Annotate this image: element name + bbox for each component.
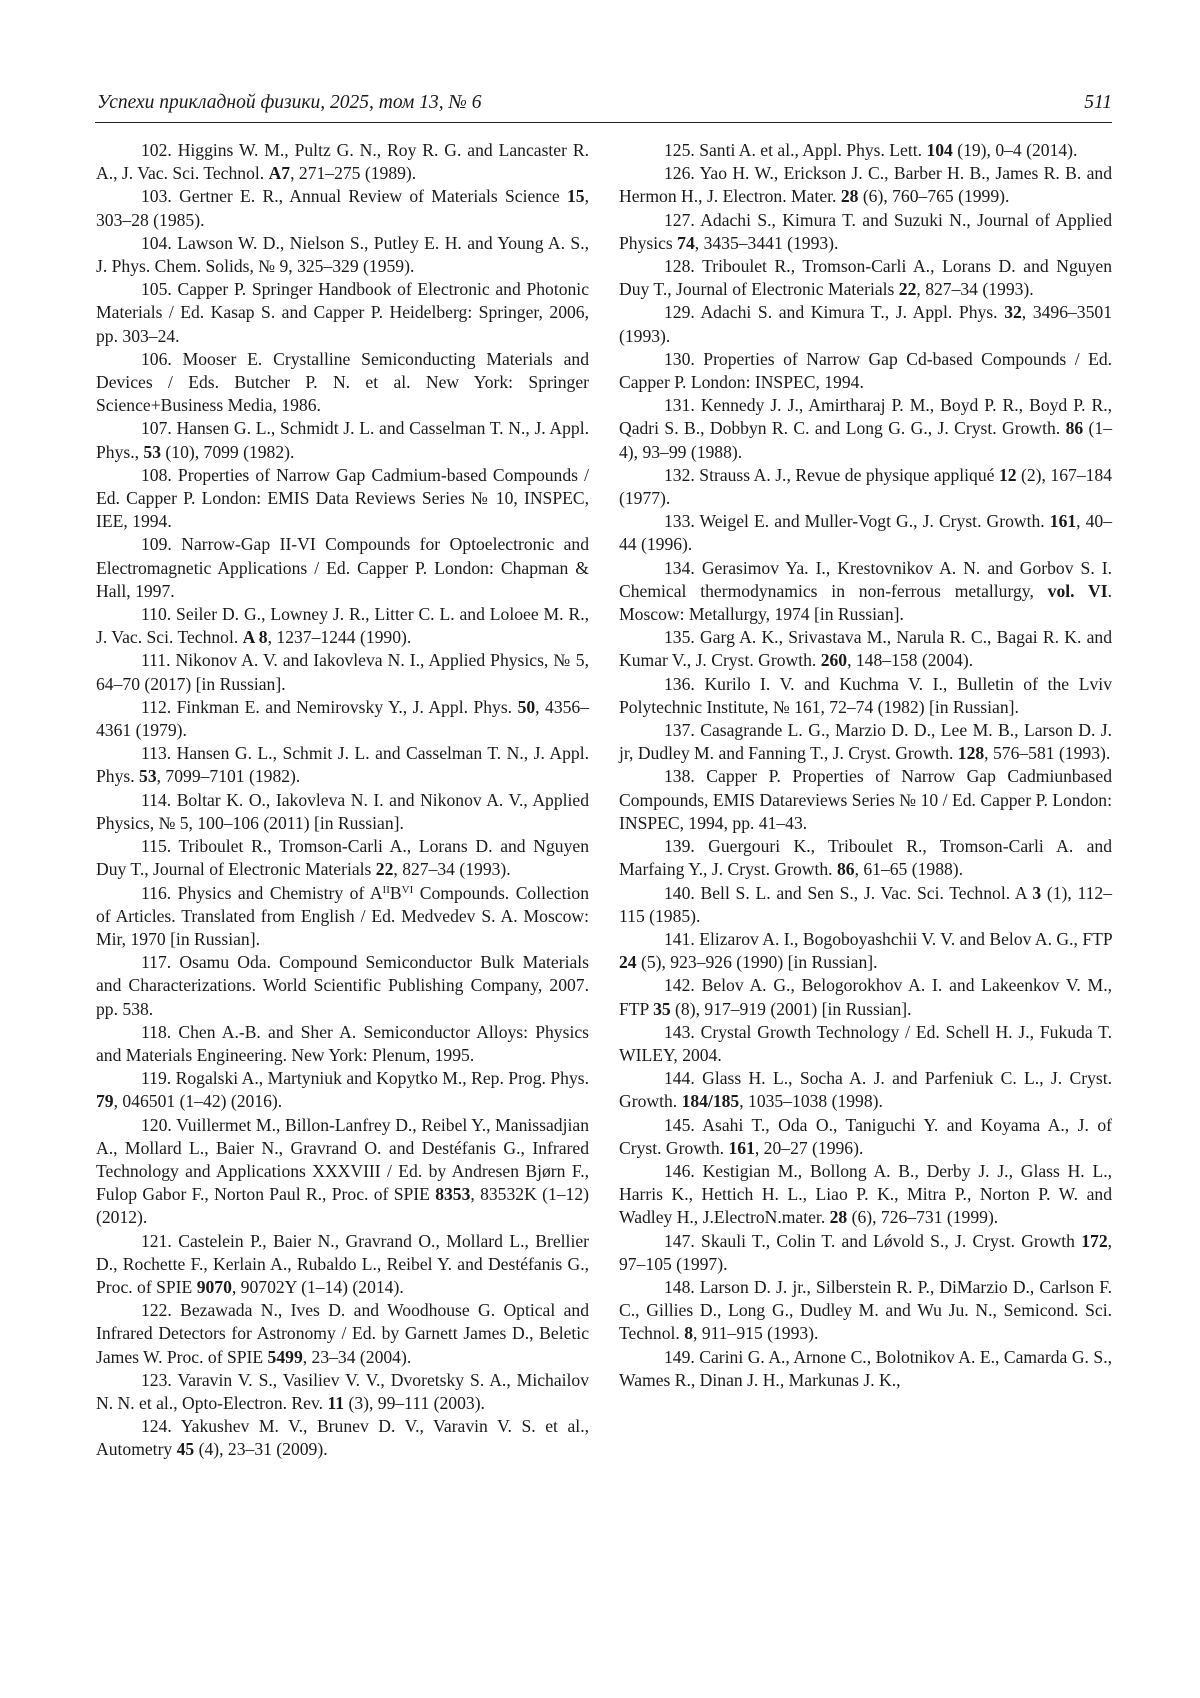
- reference-text: Narrow-Gap II-VI Compounds for Optoelectronic and Electromagnetic Applications / Ed. Capper P. London: Chapman & Hall, 1997.: [96, 534, 589, 601]
- reference-text: , 20–27 (1996).: [754, 1137, 864, 1158]
- reference-number: 130: [664, 348, 691, 369]
- reference-item: 139. Guergouri K., Triboulet R., Tromson-Carli A. and Marfaing Y., J. Cryst. Growth. 86, 61–65 (1988).: [619, 836, 1113, 880]
- reference-item: 115. Triboulet R., Tromson-Carli A., Lorans D. and Nguyen Duy T., Journal of Electronic Materials 22, 827–34 (1993).: [96, 836, 589, 880]
- reference-text: (4), 23–31 (2009).: [194, 1439, 328, 1460]
- volume-number: 128: [957, 743, 985, 764]
- reference-number: 128: [664, 256, 691, 277]
- reference-item: 102. Higgins W. M., Pultz G. N., Roy R. G. and Lancaster R. A., J. Vac. Sci. Technol. A7, 271–275 (1989).: [96, 140, 589, 184]
- reference-text: , 90702Y (1–14) (2014).: [231, 1276, 404, 1297]
- reference-text: (1), 112–115 (1985).: [619, 882, 1112, 926]
- reference-item: 148. Larson D. J. jr., Silberstein R. P., DiMarzio D., Carlson F. C., Gillies D., Long G., Dudley M. and Wu Ju. N., Semicond. Sci. Technol. 8, 911–915 (1993).: [619, 1276, 1113, 1344]
- reference-text: Yao H. W., Erickson J. C., Barber H. B., James R. B. and Hermon H., J. Electron. Mater.: [619, 163, 1112, 207]
- reference-text: , 61–65 (1988).: [854, 859, 964, 880]
- reference-text: Gerasimov Ya. I., Krestovnikov A. N. and Gorbov S. I. Chemical thermodynamics in non-ferrous metallurgy,: [619, 557, 1113, 601]
- reference-item: 114. Boltar K. O., Iakovleva N. I. and Nikonov A. V., Applied Physics, № 5, 100–106 (2011) [in Russian].: [96, 789, 590, 833]
- volume-number: 3: [1032, 882, 1042, 903]
- volume-number: 22: [898, 279, 917, 300]
- reference-item: 140. Bell S. L. and Sen S., J. Vac. Sci. Technol. A 3 (1), 112–115 (1985).: [619, 882, 1112, 926]
- reference-number: 108: [141, 464, 168, 485]
- reference-text: Weigel E. and Muller-Vogt G., J. Cryst. Growth.: [699, 511, 1050, 532]
- reference-text: Kurilo I. V. and Kuchma V. I., Bulletin of the Lviv Polytechnic Institute, № 161, 72–74 (1982) [in Russian].: [619, 673, 1112, 717]
- reference-text: Crystal Growth Technology / Ed. Schell H. J., Fukuda T. WILEY, 2004.: [619, 1021, 1112, 1065]
- reference-number: 119: [141, 1068, 167, 1089]
- reference-number: 118: [141, 1021, 167, 1042]
- reference-item: 119. Rogalski A., Martyniuk and Kopytko M., Rep. Prog. Phys. 79, 046501 (1–42) (2016).: [96, 1068, 589, 1112]
- reference-item: 134. Gerasimov Ya. I., Krestovnikov A. N. and Gorbov S. I. Chemical thermodynamics in non-ferrous metallurgy, vol. VI. Moscow: Metallurgy, 1974 [in Russian].: [619, 557, 1113, 625]
- reference-item: 133. Weigel E. and Muller-Vogt G., J. Cryst. Growth. 161, 40–44 (1996).: [619, 511, 1113, 555]
- reference-text: , 40–44 (1996).: [619, 511, 1113, 555]
- reference-item: 121. Castelein P., Baier N., Gravrand O., Mollard L., Brellier D., Rochette F., Kerlain A., Rubaldo L., Reibel Y. and Destéfanis G., Proc. of SPIE 9070, 90702Y (1–14) (2014).: [96, 1230, 590, 1297]
- volume-number: 35: [653, 998, 671, 1019]
- volume-number: 24: [619, 952, 637, 973]
- reference-item: 131. Kennedy J. J., Amirtharaj P. M., Boyd P. R., Boyd P. R., Qadri S. B., Dobbyn R. C. and Long G. G., J. Cryst. Growth. 86 (1–4), 93–99 (1988).: [619, 395, 1113, 462]
- reference-text: Chen A.-B. and Sher A. Semiconductor Alloys: Physics and Materials Engineering. New York: Plenum, 1995.: [96, 1021, 589, 1065]
- reference-text: Glass H. L., Socha A. J. and Parfeniuk C. L., J. Cryst. Growth.: [619, 1068, 1112, 1112]
- reference-text: , 23–34 (2004).: [302, 1346, 412, 1367]
- reference-text: Gertner E. R., Annual Review of Materials Science: [179, 186, 567, 207]
- volume-number: 74: [677, 232, 695, 253]
- reference-text: , 4356–4361 (1979).: [96, 696, 590, 741]
- references-column-left: [96, 139, 589, 1462]
- superscript: II: [382, 883, 390, 896]
- reference-number: 144: [664, 1068, 691, 1089]
- volume-number: 161: [728, 1137, 755, 1158]
- reference-text: Carini G. A., Arnone C., Bolotnikov A. E., Camarda G. S., Wames R., Dinan J. H., Markunas J. K.,: [619, 1346, 1112, 1390]
- reference-item: 111. Nikonov A. V. and Iakovleva N. I., Applied Physics, № 5, 64–70 (2017) [in Russian].: [96, 650, 589, 694]
- reference-number: 120: [141, 1114, 168, 1135]
- reference-number: 137: [664, 720, 691, 741]
- reference-number: 141: [664, 928, 691, 949]
- volume-number: 53: [143, 441, 162, 462]
- reference-item: 105. Capper P. Springer Handbook of Electronic and Photonic Materials / Ed. Kasap S. and Capper P. Heidelberg: Springer, 2006, pp. 303–24.: [96, 279, 590, 346]
- reference-text: Kestigian M., Bollong A. B., Derby J. J., Glass H. L., Harris K., Hettich H. L., Liao P. K., Mitra P., Norton P. W. and Wadley H., J.ElectroN.mater.: [619, 1160, 1113, 1228]
- volume-number: 12: [998, 464, 1017, 485]
- volume-number: vol. VI: [1047, 580, 1108, 601]
- reference-number: 127: [664, 209, 691, 230]
- reference-item: 112. Finkman E. and Nemirovsky Y., J. Appl. Phys. 50, 4356–4361 (1979).: [96, 696, 590, 741]
- reference-text: (6), 760–765 (1999).: [858, 186, 1010, 207]
- reference-number: 105: [141, 279, 168, 300]
- reference-number: 109: [141, 534, 168, 555]
- volume-number: A7: [268, 163, 291, 184]
- reference-number: 115: [141, 836, 167, 857]
- reference-number: 138: [664, 766, 691, 787]
- reference-text: Compounds. Collection of Articles. Translated from English / Ed. Medvedev S. A. Moscow: Mir, 1970 [in Russian].: [96, 882, 589, 949]
- reference-item: 129. Adachi S. and Kimura T., J. Appl. Phys. 32, 3496–3501 (1993).: [619, 302, 1112, 346]
- reference-text: , 271–275 (1989).: [290, 163, 417, 184]
- reference-number: 111: [141, 650, 167, 671]
- reference-text: , 576–581 (1993).: [984, 743, 1111, 764]
- reference-item: 128. Triboulet R., Tromson-Carli A., Lorans D. and Nguyen Duy T., Journal of Electronic Materials 22, 827–34 (1993).: [619, 256, 1112, 300]
- reference-text: Properties of Narrow Gap Cd-based Compounds / Ed. Capper P. London: INSPEC, 1994.: [619, 348, 1113, 393]
- reference-item: 136. Kurilo I. V. and Kuchma V. I., Bulletin of the Lviv Polytechnic Institute, № 161, 72–74 (1982) [in Russian].: [619, 673, 1112, 717]
- reference-item: 118. Chen A.-B. and Sher A. Semiconductor Alloys: Physics and Materials Engineering. New York: Plenum, 1995.: [96, 1021, 589, 1065]
- reference-number: 107: [141, 418, 168, 439]
- reference-item: 142. Belov A. G., Belogorokhov A. I. and Lakeenkov V. M., FTP 35 (8), 917–919 (2001) [in Russian].: [619, 975, 1113, 1019]
- volume-number: 22: [375, 859, 394, 880]
- volume-number: 260: [820, 650, 848, 671]
- reference-item: 104. Lawson W. D., Nielson S., Putley E. H. and Young A. S., J. Phys. Chem. Solids, № 9, 325–329 (1959).: [96, 232, 590, 277]
- reference-item: 146. Kestigian M., Bollong A. B., Derby J. J., Glass H. L., Harris K., Hettich H. L., Liao P. K., Mitra P., Norton P. W. and Wadley H., J.ElectroN.mater. 28 (6), 726–731 (1999).: [619, 1160, 1113, 1228]
- reference-item: 109. Narrow-Gap II-VI Compounds for Optoelectronic and Electromagnetic Applications / Ed. Capper P. London: Chapman & Hall, 1997.: [96, 534, 589, 601]
- reference-text: Garg A. K., Srivastava M., Narula R. C., Bagai R. K. and Kumar V., J. Cryst. Growth.: [619, 627, 1113, 671]
- reference-item: 103. Gertner E. R., Annual Review of Materials Science 15, 303–28 (1985).: [96, 186, 589, 230]
- reference-text: Osamu Oda. Compound Semiconductor Bulk Materials and Characterizations. World Scientific Publishing Company, 2007. pp. 538.: [96, 952, 590, 1019]
- reference-text: Varavin V. S., Vasiliev V. V., Dvoretsky S. A., Michailov N. N. et al., Opto-Electron. Rev.: [96, 1369, 589, 1413]
- reference-text: (2), 167–184 (1977).: [619, 464, 1113, 509]
- reference-number: 140: [664, 882, 691, 903]
- reference-number: 103: [141, 186, 168, 207]
- volume-number: 50: [517, 696, 536, 717]
- reference-number: 146: [664, 1160, 691, 1181]
- reference-text: B: [389, 882, 402, 903]
- reference-item: 147. Skauli T., Colin T. and Lǿvold S., J. Cryst. Growth 172, 97–105 (1997).: [619, 1230, 1113, 1274]
- reference-text: . Moscow: Metallurgy, 1974 [in Russian].: [619, 580, 1113, 625]
- reference-text: Nikonov A. V. and Iakovleva N. I., Applied Physics, № 5, 64–70 (2017) [in Russian].: [96, 650, 589, 694]
- reference-item: 116. Physics and Chemistry of $A^{II}B^{VI}$ Compounds. Collection of Articles. Translated from English / Ed. Medvedev S. A. Moscow: Mir, 1970 [in Russian].: [96, 882, 589, 949]
- reference-item: 138. Capper P. Properties of Narrow Gap Cadmiunbased Compounds, EMIS Datareviews Series № 10 / Ed. Capper P. London: INSPEC, 1994, pp. 41–43.: [619, 766, 1112, 833]
- reference-number: 149: [664, 1346, 691, 1367]
- reference-text: Elizarov A. I., Bogoboyashchii V. V. and Belov A. G., FTP: [699, 928, 1112, 949]
- reference-text: Hansen G. L., Schmit J. L. and Casselman T. N., J. Appl. Phys.: [96, 743, 589, 787]
- reference-text: , 046501 (1–42) (2016).: [113, 1091, 283, 1112]
- reference-text: Castelein P., Baier N., Gravrand O., Mollard L., Brellier D., Rochette F., Kerlain A., Rubaldo L., Reibel Y. and Destéfanis G., Proc. of SPIE: [96, 1230, 590, 1297]
- reference-text: Triboulet R., Tromson-Carli A., Lorans D. and Nguyen Duy T., Journal of Electronic Materials: [619, 256, 1112, 300]
- reference-text: , 1035–1038 (1998).: [739, 1091, 883, 1112]
- reference-text: Physics and Chemistry of A: [177, 882, 383, 903]
- reference-text: Skauli T., Colin T. and Lǿvold S., J. Cryst. Growth: [701, 1230, 1082, 1251]
- reference-number: 129: [664, 302, 691, 323]
- reference-number: 133: [664, 511, 691, 532]
- reference-item: 132. Strauss A. J., Revue de physique appliqué 12 (2), 167–184 (1977).: [619, 464, 1113, 509]
- volume-number: 32: [1004, 302, 1022, 323]
- reference-number: 126: [664, 163, 691, 184]
- reference-item: 106. Mooser E. Crystalline Semiconducting Materials and Devices / Eds. Butcher P. N. et al. New York: Springer Science+Business Media, 1986.: [96, 348, 589, 416]
- reference-number: 110: [141, 604, 167, 625]
- references-column-right: [619, 139, 1112, 1392]
- volume-number: 5499: [267, 1346, 303, 1367]
- reference-text: Capper P. Properties of Narrow Gap Cadmiunbased Compounds, EMIS Datareviews Series № 10 / Ed. Capper P. London: INSPEC, 1994, pp. 41–43.: [619, 766, 1112, 833]
- reference-number: 116: [141, 882, 167, 903]
- reference-text: Bell S. L. and Sen S., J. Vac. Sci. Technol. A: [700, 882, 1033, 903]
- reference-number: 147: [664, 1230, 691, 1251]
- reference-item: 144. Glass H. L., Socha A. J. and Parfeniuk C. L., J. Cryst. Growth. 184/185, 1035–1038 (1998).: [619, 1068, 1112, 1112]
- volume-number: 8: [684, 1323, 694, 1344]
- reference-item: 143. Crystal Growth Technology / Ed. Schell H. J., Fukuda T. WILEY, 2004.: [619, 1021, 1112, 1065]
- volume-number: 161: [1049, 511, 1077, 532]
- volume-number: 172: [1081, 1230, 1108, 1251]
- reference-text: , 827–34 (1993).: [393, 859, 511, 880]
- reference-number: 142: [664, 975, 691, 996]
- reference-text: Finkman E. and Nemirovsky Y., J. Appl. Phys.: [176, 696, 518, 717]
- volume-number: A 8: [242, 627, 268, 648]
- reference-text: Hansen G. L., Schmidt J. L. and Casselman T. N., J. Appl. Phys.,: [96, 418, 589, 462]
- reference-text: , 83532K (1–12) (2012).: [96, 1184, 590, 1228]
- reference-number: 125: [664, 140, 691, 160]
- volume-number: 28: [840, 186, 859, 207]
- reference-text: Strauss A. J., Revue de physique appliqué: [699, 464, 999, 485]
- reference-text: , 148–158 (2004).: [847, 650, 974, 671]
- reference-text: (10), 7099 (1982).: [161, 441, 295, 462]
- reference-text: Higgins W. M., Pultz G. N., Roy R. G. and Lancaster R. A., J. Vac. Sci. Technol.: [96, 140, 589, 184]
- reference-item: 141. Elizarov A. I., Bogoboyashchii V. V. and Belov A. G., FTP 24 (5), 923–926 (1990) [in Russian].: [619, 928, 1112, 973]
- page-number: 511: [1084, 92, 1112, 113]
- reference-number: 132: [664, 464, 691, 485]
- reference-number: 117: [141, 952, 167, 973]
- reference-number: 124: [141, 1416, 168, 1437]
- reference-text: , 97–105 (1997).: [619, 1230, 1113, 1274]
- reference-number: 131: [664, 395, 691, 416]
- reference-text: Belov A. G., Belogorokhov A. I. and Lakeenkov V. M., FTP: [619, 975, 1113, 1019]
- reference-item: 130. Properties of Narrow Gap Cd-based Compounds / Ed. Capper P. London: INSPEC, 1994.: [619, 348, 1113, 393]
- reference-number: 122: [141, 1300, 168, 1321]
- superscript: VI: [401, 883, 414, 896]
- reference-item: 108. Properties of Narrow Gap Cadmium-based Compounds / Ed. Capper P. London: EMIS Data Reviews Series № 10, INSPEC, IEE, 1994.: [96, 464, 589, 532]
- reference-item: 145. Asahi T., Oda O., Taniguchi Y. and Koyama A., J. of Cryst. Growth. 161, 20–27 (1996).: [619, 1114, 1113, 1158]
- reference-number: 139: [664, 836, 691, 857]
- reference-text: , 3435–3441 (1993).: [694, 232, 839, 253]
- reference-text: , 1237–1244 (1990).: [267, 627, 412, 648]
- reference-text: Mooser E. Crystalline Semiconducting Materials and Devices / Eds. Butcher P. N. et al. New York: Springer Science+Business Media, 1986.: [96, 348, 589, 416]
- reference-text: , 911–915 (1993).: [693, 1323, 819, 1344]
- reference-number: 114: [141, 789, 167, 810]
- reference-number: 136: [664, 673, 691, 694]
- reference-text: Yakushev M. V., Brunev D. V., Varavin V. S. et al., Autometry: [96, 1416, 589, 1460]
- reference-number: 102: [141, 140, 168, 160]
- reference-item: 120. Vuillermet M., Billon-Lanfrey D., Reibel Y., Manissadjian A., Mollard L., Baier N., Gravrand O. and Destéfanis G., Infrared Technology and Applications XXXVIII / Ed. by Andresen Bjørn F., Fulop Gabor F., Norton Paul R., Proc. of SPIE 8353, 83532K (1–12) (2012).: [96, 1114, 590, 1228]
- reference-item: 127. Adachi S., Kimura T. and Suzuki N., Journal of Applied Physics 74, 3435–3441 (1993).: [619, 209, 1112, 253]
- reference-text: Properties of Narrow Gap Cadmium-based Compounds / Ed. Capper P. London: EMIS Data Reviews Series № 10, INSPEC, IEE, 1994.: [96, 464, 589, 532]
- reference-number: 143: [664, 1021, 691, 1042]
- reference-number: 104: [141, 232, 168, 253]
- volume-number: 8353: [435, 1184, 471, 1205]
- reference-text: , 827–34 (1993).: [916, 279, 1034, 300]
- reference-item: 124. Yakushev M. V., Brunev D. V., Varavin V. S. et al., Autometry 45 (4), 23–31 (2009).: [96, 1416, 589, 1460]
- reference-number: 112: [141, 696, 167, 717]
- reference-item: 110. Seiler D. G., Lowney J. R., Litter C. L. and Loloee M. R., J. Vac. Sci. Technol. A 8, 1237–1244 (1990).: [96, 604, 589, 648]
- reference-text: Triboulet R., Tromson-Carli A., Lorans D. and Nguyen Duy T., Journal of Electronic Materials: [96, 836, 589, 880]
- reference-text: Guergouri K., Triboulet R., Tromson-Carli A. and Marfaing Y., J. Cryst. Growth.: [619, 836, 1113, 880]
- volume-number: 184/185: [681, 1091, 740, 1112]
- reference-item: 126. Yao H. W., Erickson J. C., Barber H. B., James R. B. and Hermon H., J. Electron. Mater. 28 (6), 760–765 (1999).: [619, 163, 1112, 207]
- reference-text: Casagrande L. G., Marzio D. D., Lee M. B., Larson D. J. jr, Dudley M. and Fanning T., J. Cryst. Growth.: [619, 720, 1112, 764]
- reference-text: , 3496–3501 (1993).: [619, 302, 1112, 346]
- reference-text: (19), 0–4 (2014).: [952, 140, 1078, 160]
- volume-number: 86: [1065, 418, 1084, 439]
- reference-text: (3), 99–111 (2003).: [344, 1392, 485, 1413]
- volume-number: 9070: [196, 1276, 232, 1297]
- reference-text: Asahi T., Oda O., Taniguchi Y. and Koyama A., J. of Cryst. Growth.: [619, 1114, 1113, 1158]
- reference-item: 137. Casagrande L. G., Marzio D. D., Lee M. B., Larson D. J. jr, Dudley M. and Fanning T., J. Cryst. Growth. 128, 576–581 (1993).: [619, 720, 1112, 764]
- reference-text: Bezawada N., Ives D. and Woodhouse G. Optical and Infrared Detectors for Astronomy / Ed. by Garnett James D., Beletic James W. Proc. of SPIE: [96, 1300, 589, 1367]
- reference-item: 135. Garg A. K., Srivastava M., Narula R. C., Bagai R. K. and Kumar V., J. Cryst. Growth. 260, 148–158 (2004).: [619, 627, 1113, 671]
- volume-number: 79: [96, 1091, 114, 1112]
- reference-text: Lawson W. D., Nielson S., Putley E. H. and Young A. S., J. Phys. Chem. Solids, № 9, 325–329 (1959).: [96, 232, 590, 277]
- volume-number: 104: [926, 140, 953, 160]
- reference-text: Adachi S. and Kimura T., J. Appl. Phys.: [700, 302, 1005, 323]
- reference-text: (5), 923–926 (1990) [in Russian].: [636, 952, 878, 973]
- reference-text: (6), 726–731 (1999).: [847, 1207, 999, 1228]
- volume-number: 11: [327, 1392, 345, 1413]
- volume-number: 53: [139, 766, 157, 787]
- reference-number: 135: [664, 627, 691, 648]
- reference-text: (8), 917–919 (2001) [in Russian].: [670, 998, 912, 1019]
- reference-text: (1–4), 93–99 (1988).: [619, 418, 1112, 462]
- reference-item: 123. Varavin V. S., Vasiliev V. V., Dvoretsky S. A., Michailov N. N. et al., Opto-Electron. Rev. 11 (3), 99–111 (2003).: [96, 1369, 589, 1413]
- volume-number: 15: [567, 186, 585, 207]
- volume-number: 45: [176, 1439, 195, 1460]
- reference-text: , 7099–7101 (1982).: [156, 766, 301, 787]
- reference-text: Seiler D. G., Lowney J. R., Litter C. L. and Loloee M. R., J. Vac. Sci. Technol.: [96, 604, 589, 648]
- reference-text: , 303–28 (1985).: [96, 186, 589, 230]
- reference-text: Kennedy J. J., Amirtharaj P. M., Boyd P. R., Boyd P. R., Qadri S. B., Dobbyn R. C. and Long G. G., J. Cryst. Growth.: [619, 395, 1113, 439]
- reference-text: Vuillermet M., Billon-Lanfrey D., Reibel Y., Manissadjian A., Mollard L., Baier N., Gravrand O. and Destéfanis G., Infrared Technology and Applications XXXVIII / Ed. by Andresen Bjørn F., Fulop Gabor F., Norton Paul R., Proc. of SPIE: [96, 1114, 589, 1205]
- reference-item: 113. Hansen G. L., Schmit J. L. and Casselman T. N., J. Appl. Phys. 53, 7099–7101 (1982).: [96, 743, 589, 787]
- reference-item: 117. Osamu Oda. Compound Semiconductor Bulk Materials and Characterizations. World Scientific Publishing Company, 2007. pp. 538.: [96, 952, 590, 1019]
- reference-number: 123: [141, 1369, 168, 1390]
- reference-text: Santi A. et al., Appl. Phys. Lett.: [699, 140, 927, 160]
- reference-item: 125. Santi A. et al., Appl. Phys. Lett. 104 (19), 0–4 (2014).: [664, 140, 1078, 160]
- reference-text: Capper P. Springer Handbook of Electronic and Photonic Materials / Ed. Kasap S. and Capper P. Heidelberg: Springer, 2006, pp. 303–24.: [96, 279, 590, 346]
- reference-item: 149. Carini G. A., Arnone C., Bolotnikov A. E., Camarda G. S., Wames R., Dinan J. H., Markunas J. K.,: [619, 1346, 1112, 1390]
- running-header: [95, 92, 1112, 123]
- volume-number: 28: [829, 1207, 848, 1228]
- reference-number: 134: [664, 557, 691, 578]
- volume-number: 86: [836, 859, 855, 880]
- reference-number: 106: [141, 348, 168, 369]
- reference-text: Larson D. J. jr., Silberstein R. P., DiMarzio D., Carlson F. C., Gillies D., Long G., Dudley M. and Wu Ju. N., Semicond. Sci. Technol.: [619, 1276, 1113, 1344]
- reference-number: 113: [141, 743, 167, 764]
- reference-text: Rogalski A., Martyniuk and Kopytko M., Rep. Prog. Phys.: [175, 1068, 589, 1089]
- reference-number: 148: [664, 1276, 691, 1297]
- reference-item: 122. Bezawada N., Ives D. and Woodhouse G. Optical and Infrared Detectors for Astronomy / Ed. by Garnett James D., Beletic James W. Proc. of SPIE 5499, 23–34 (2004).: [96, 1300, 589, 1367]
- journal-title: Успехи прикладной физики, 2025, том 13, № 6: [97, 92, 482, 113]
- reference-item: 107. Hansen G. L., Schmidt J. L. and Casselman T. N., J. Appl. Phys., 53 (10), 7099 (1982).: [96, 418, 589, 462]
- reference-text: Adachi S., Kimura T. and Suzuki N., Journal of Applied Physics: [619, 209, 1112, 253]
- reference-number: 145: [664, 1114, 691, 1135]
- reference-number: 121: [141, 1230, 168, 1251]
- reference-text: Boltar K. O., Iakovleva N. I. and Nikonov A. V., Applied Physics, № 5, 100–106 (2011) [in Russian].: [96, 789, 590, 833]
